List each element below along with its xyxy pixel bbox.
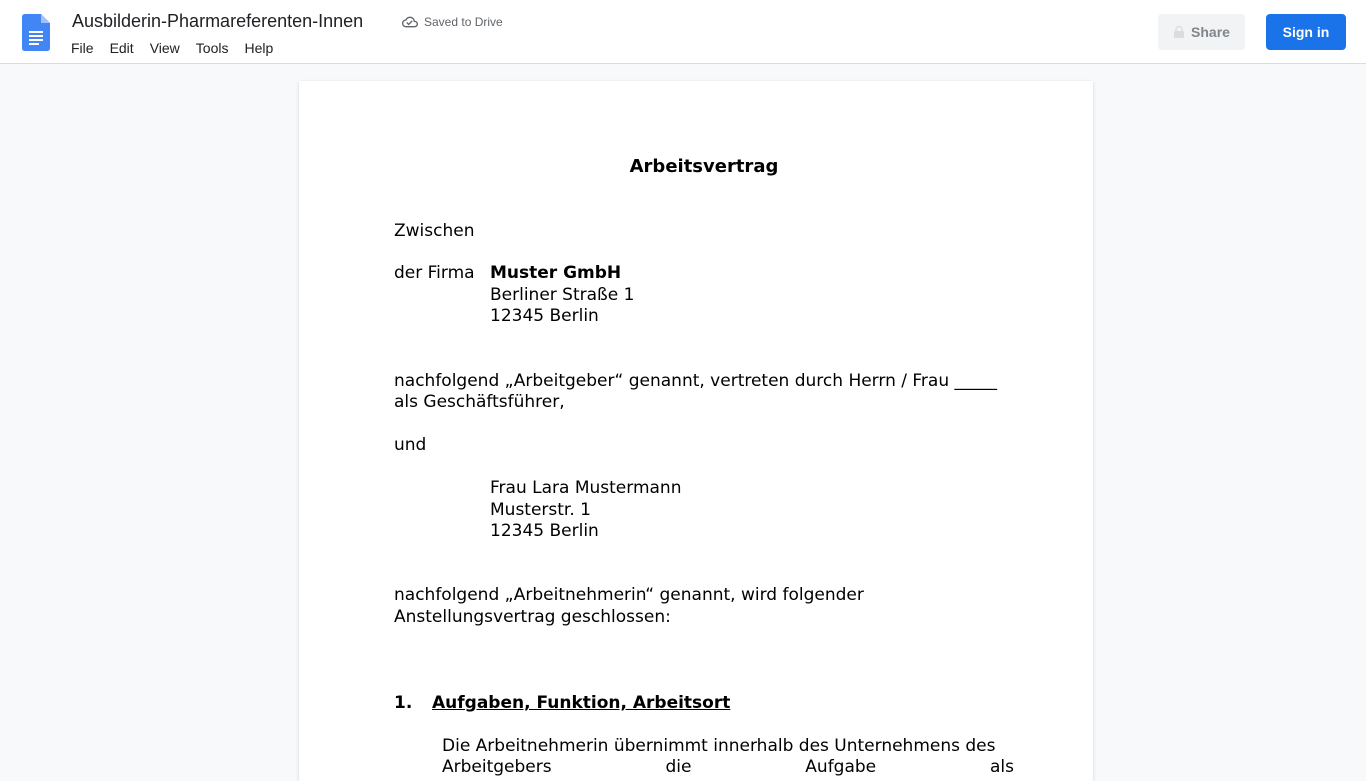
docs-logo-icon[interactable] [22,14,50,51]
between-text: Zwischen [394,221,475,241]
cloud-done-icon [402,14,418,30]
menu-bar [63,39,281,57]
employer-street: Berliner Straße 1 [490,285,635,305]
document-page[interactable] [299,81,1093,781]
menu-edit[interactable]: Edit [109,40,134,56]
section-paragraph-line2: Arbeitgebers die Aufgabe als [442,757,1014,777]
menu-help[interactable]: Help [244,40,274,56]
save-status-label: Saved to Drive [424,15,503,29]
employer-clause-line1: nachfolgend „Arbeitgeber“ genannt, vertreten durch Herrn / Frau _____ [394,371,998,391]
employee-clause-line1: nachfolgend „Arbeitnehmerin“ genannt, wird folgender [394,585,864,605]
section-number: 1. [394,693,413,713]
lock-icon [1173,26,1185,38]
share-button[interactable] [1158,14,1245,50]
employer-name: Muster GmbH [490,263,622,283]
save-status[interactable] [402,14,503,30]
sign-in-button[interactable]: Sign in [1266,14,1346,50]
employer-city: 12345 Berlin [490,306,599,326]
employee-street: Musterstr. 1 [490,500,591,520]
menu-view[interactable]: View [149,40,180,56]
employer-clause-line2: als Geschäftsführer, [394,392,565,412]
and-text: und [394,435,427,455]
employer-prefix: der Firma [394,263,475,283]
share-button-label: Share [1191,24,1230,40]
employee-city: 12345 Berlin [490,521,599,541]
menu-tools[interactable]: Tools [195,40,229,56]
section-paragraph-line1: Die Arbeitnehmerin übernimmt innerhalb des Unternehmens des [442,736,996,756]
employee-clause-line2: Anstellungsvertrag geschlossen: [394,607,671,627]
document-heading: Arbeitsvertrag [629,156,779,177]
section-title: Aufgaben, Funktion, Arbeitsort [432,693,731,713]
menu-file[interactable]: File [71,40,94,56]
employee-name: Frau Lara Mustermann [490,478,682,498]
app-header [0,0,1366,64]
document-title[interactable]: Ausbilderin-Pharmareferenten-Innen [72,11,364,31]
